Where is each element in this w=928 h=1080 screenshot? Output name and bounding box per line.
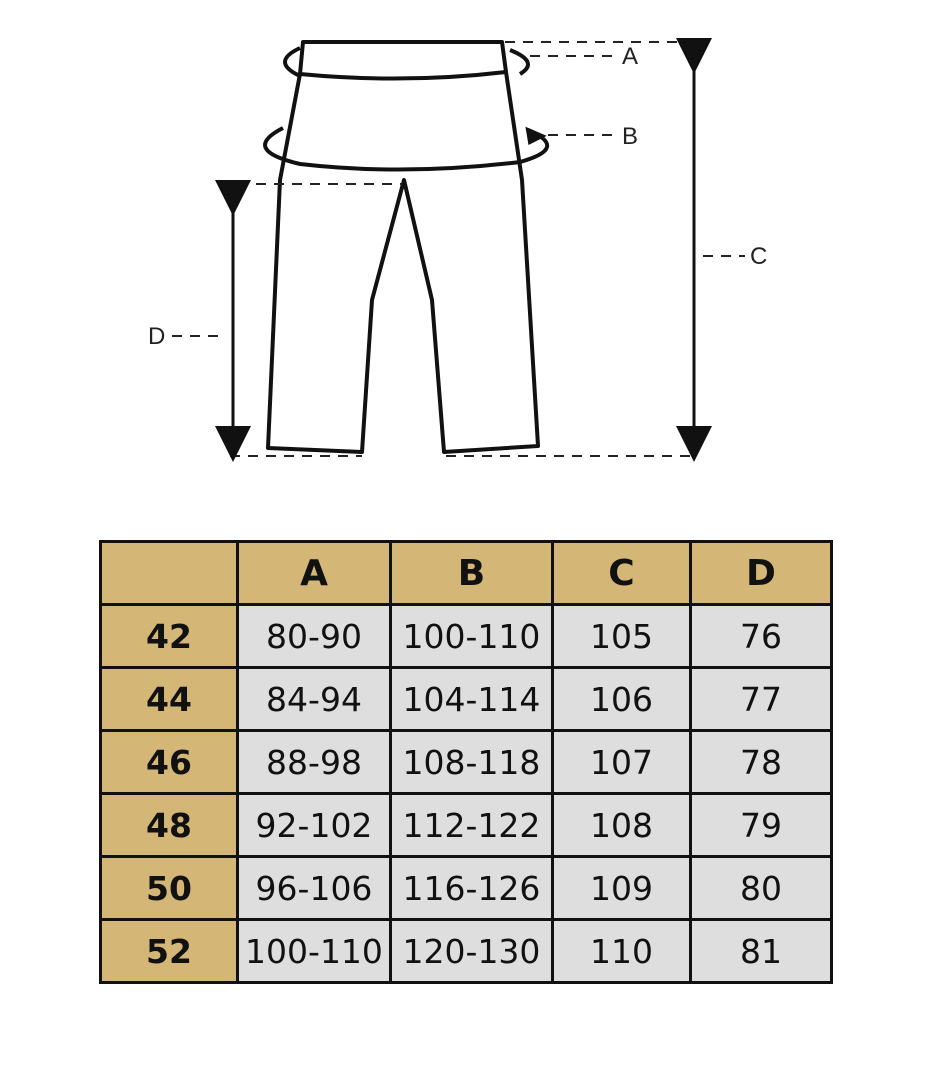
cell-b: 104-114 [391, 668, 553, 731]
cell-c: 106 [553, 668, 691, 731]
cell-c: 108 [553, 794, 691, 857]
label-b: B [622, 123, 639, 150]
cell-c: 109 [553, 857, 691, 920]
cell-d: 79 [691, 794, 832, 857]
size-cell: 46 [101, 731, 238, 794]
cell-c: 105 [553, 605, 691, 668]
cell-a: 92-102 [238, 794, 391, 857]
cell-b: 112-122 [391, 794, 553, 857]
pants-measurement-diagram [0, 0, 928, 500]
measure-arrows [233, 56, 694, 444]
table-row [101, 920, 832, 983]
size-cell: 52 [101, 920, 238, 983]
cell-d: 78 [691, 731, 832, 794]
label-d: D [148, 323, 166, 350]
cell-b: 116-126 [391, 857, 553, 920]
size-cell: 48 [101, 794, 238, 857]
table-row [101, 731, 832, 794]
cell-a: 80-90 [238, 605, 391, 668]
label-c: C [750, 243, 768, 270]
cell-d: 77 [691, 668, 832, 731]
table-row [101, 857, 832, 920]
corner-cell [101, 542, 238, 605]
cell-b: 120-130 [391, 920, 553, 983]
cell-c: 110 [553, 920, 691, 983]
size-cell: 44 [101, 668, 238, 731]
label-a: A [622, 43, 639, 70]
column-header-a: A [238, 542, 391, 605]
size-cell: 50 [101, 857, 238, 920]
table-row [101, 794, 832, 857]
column-header-b: B [391, 542, 553, 605]
size-cell: 42 [101, 605, 238, 668]
cell-a: 96-106 [238, 857, 391, 920]
column-header-c: C [553, 542, 691, 605]
table-row [101, 668, 832, 731]
cell-b: 100-110 [391, 605, 553, 668]
cell-a: 88-98 [238, 731, 391, 794]
cell-d: 81 [691, 920, 832, 983]
cell-a: 100-110 [238, 920, 391, 983]
guide-lines [172, 42, 745, 456]
cell-d: 80 [691, 857, 832, 920]
column-header-d: D [691, 542, 832, 605]
cell-a: 84-94 [238, 668, 391, 731]
cell-d: 76 [691, 605, 832, 668]
hip-loop-b [265, 128, 547, 170]
cell-c: 107 [553, 731, 691, 794]
table-header-row [101, 542, 832, 605]
size-chart-table [99, 540, 833, 984]
pants-outline [268, 42, 538, 452]
table-row [101, 605, 832, 668]
cell-b: 108-118 [391, 731, 553, 794]
